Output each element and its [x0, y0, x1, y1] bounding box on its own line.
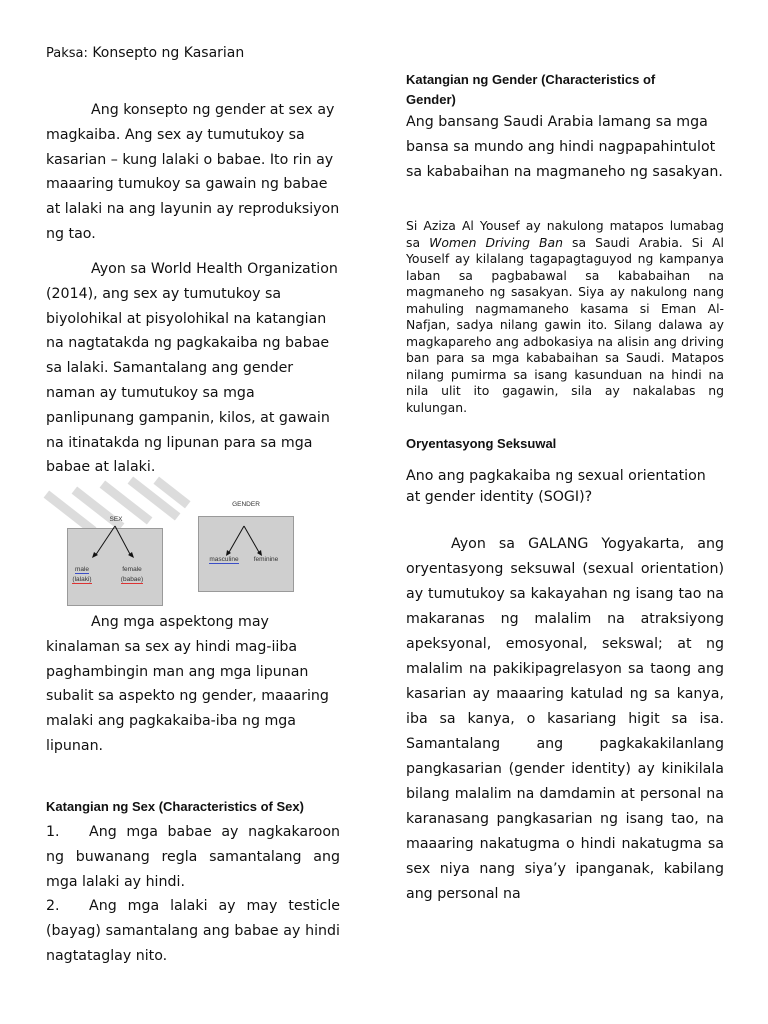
- sex-gender-diagram: [46, 490, 310, 608]
- topic-label: Paksa:: [46, 46, 88, 61]
- male-sub-label: (lalaki): [72, 576, 92, 583]
- masculine-label: masculine: [209, 556, 239, 563]
- heading-characteristics-of-sex: Katangian ng Sex (Characteristics of Sex): [46, 799, 304, 814]
- women-driving-ban-term: Women Driving Ban: [429, 234, 564, 250]
- feminine-label: feminine: [253, 556, 279, 563]
- sex-arrows-icon: [67, 520, 161, 570]
- paragraph-galang-yogyakarta: Ayon sa GALANG Yogyakarta, ang oryentasyong seksuwal (sexual orientation) ay tumutukoy sa kakayahan ng isang tao na makaranas ng malalim na atraksiyong apeksyonal, emosyonal, sekswal; at ng malalim na pakikipagrelasyon sa taong ang kasarian ay maaaring katulad ng sa kanya, iba sa kanya, o kasariang higit sa isa. Samantalang ang pagkakakilanlang pangkasarian (gender identity) ay kinikilala bilang malalim na damdamin at personal na karanasang pangkasarian ng isang tao, na maaaring nakatugma o hindi nakatugma sa sex niya nang siya’y ipanganak, kabilang ang personal na: [406, 536, 724, 902]
- list-item: 1. Ang mga babae ay nagkakaroon ng buwanang regla samantalang ang mga lalaki ay hindi.: [46, 824, 340, 890]
- topic-title: Konsepto ng Kasarian: [92, 45, 245, 61]
- paragraph-who-definition: Ayon sa World Health Organization (2014), ang sex ay tumutukoy sa biyolohikal at pisyolohikal na katangian na nagtatakda ng pagkakaiba ng babae sa lalaki. Samantalang ang gender naman ay tumutukoy sa mga panlipunang gampanin, kilos, at gawain na itinatakda ng lipunan para sa mga babae at lalaki.: [46, 261, 338, 476]
- question-sogi: Ano ang pagkakaiba ng sexual orientation at gender identity (SOGI)?: [406, 468, 706, 505]
- sex-title: SEX: [109, 516, 123, 523]
- paragraph-sex-gender-concept: Ang konsepto ng gender at sex ay magkaiba. Ang sex ay tumutukoy sa kasarian – kung lalaki o babae. Ito rin ay maaaring tumukoy sa gawain ng babae at lalaki na ang layunin ay reproduksiyon ng tao.: [46, 102, 340, 242]
- gender-title: GENDER: [232, 501, 260, 508]
- paragraph-aspects: Ang mga aspektong may kinalaman sa sex ay hindi mag-iiba paghambingin man ang mga lipunan subalit sa aspekto ng gender, maaaring malaki ang pagkakaiba-iba ng mga lipunan.: [46, 614, 329, 754]
- paragraph-saudi-arabia: Ang bansang Saudi Arabia lamang sa mga bansa sa mundo ang hindi nagpapahintulot sa kababaihan na magmaneho ng sasakyan.: [406, 114, 723, 180]
- female-label: female: [122, 566, 142, 573]
- heading-characteristics-of-gender: Katangian ng Gender (Characteristics of Gender): [406, 72, 656, 107]
- male-label: male: [74, 566, 90, 573]
- paragraph-aziza-al-yousef: Si Aziza Al Yousef ay nakulong matapos lumabag sa Women Driving Ban sa Saudi Arabia. Si Al Youself ay kilalang tagapagtaguyod ng kampanya laban sa pagbabawal sa kababaihan na magmaneho ng sasakyan. Siya ay nakulong nang mahuling nagmamaneho kasama si Eman Al-Nafjan, sadya nilang gawin ito. Silang dalawa ay magkapareho ang adbokasiya na alisin ang driving ban para sa mga kababaihan sa Saudi. Matapos nilang pumirma sa isang kasunduan na hindi na nila ulit ito gagawin, sila ay nakalabas ng kulungan.: [406, 218, 724, 415]
- female-sub-label: (babae): [120, 576, 144, 583]
- heading-sexual-orientation: Oryentasyong Seksuwal: [406, 436, 557, 451]
- topic-line: [46, 45, 244, 61]
- list-item: 2. Ang mga lalaki ay may testicle (bayag) samantalang ang babae ay hindi nagtataglay nito.: [46, 898, 340, 964]
